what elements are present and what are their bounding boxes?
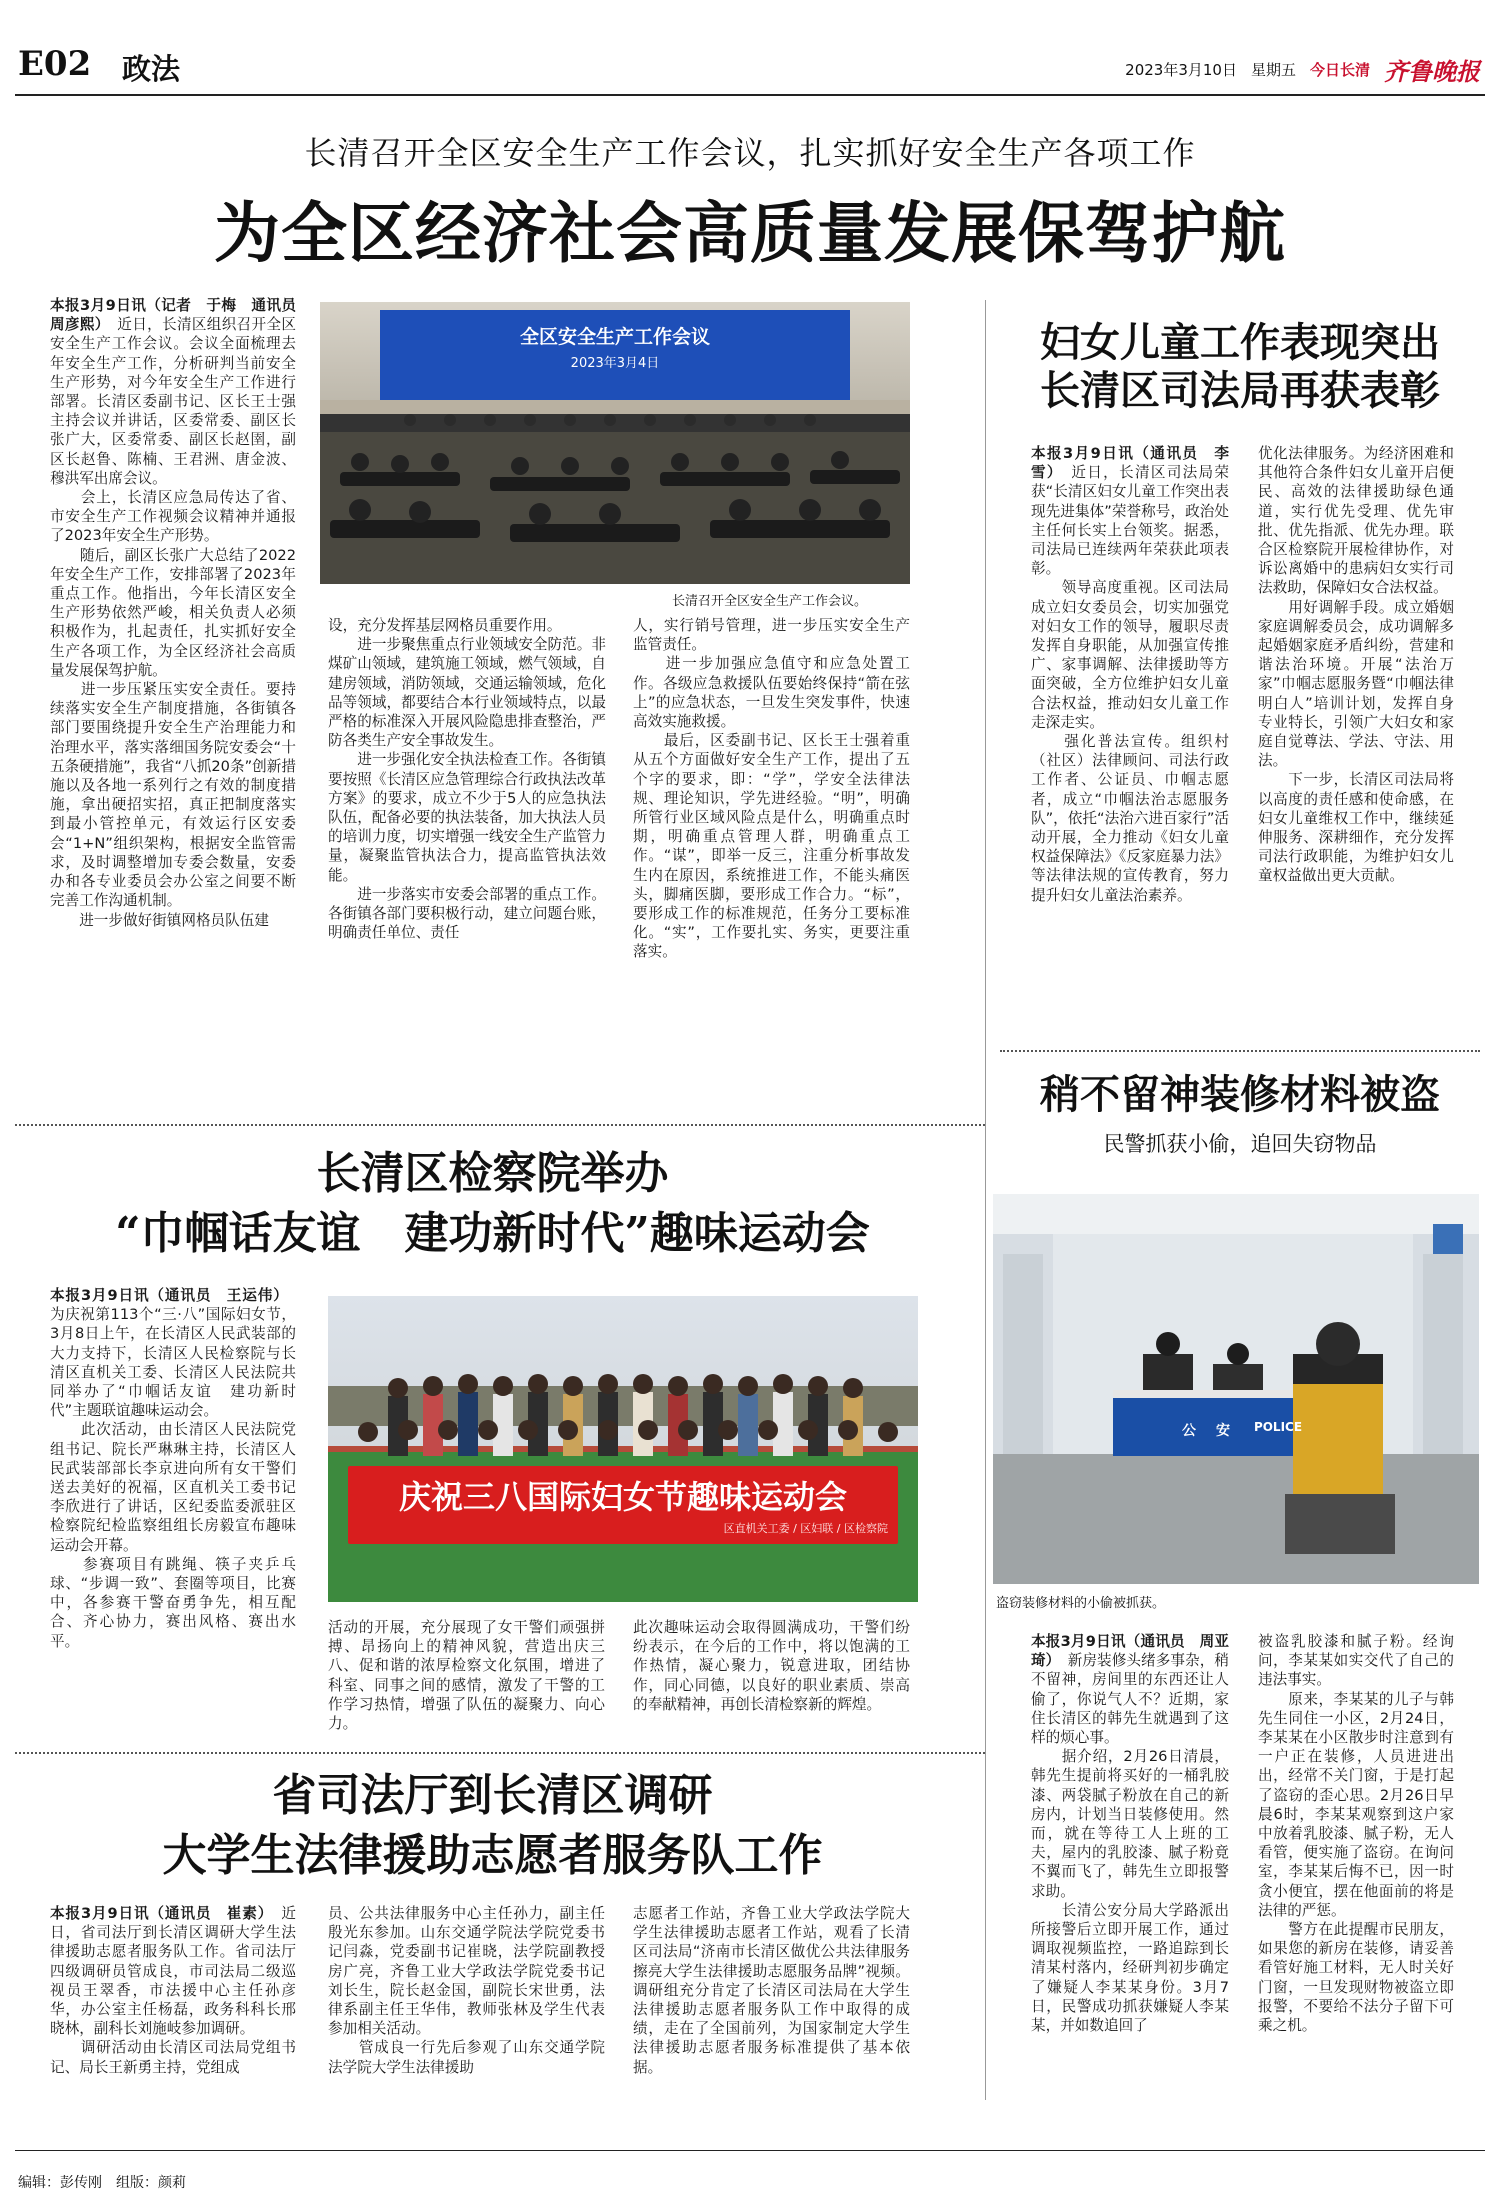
police-photo-caption: 盗窃装修材料的小偷被抓获。 — [996, 1596, 1166, 1611]
women-column-1: 本报3月9日讯（通讯员 李雪） 近日，长清区司法局荣获“长清区妇女儿童工作突出表现先进集体”荣誉称号，政治处主任何长实上台领奖。据悉，司法局已连续两年荣获此项表彰。 领导高度重视。区司法局成立妇女委员会，切实加强党对妇女工作的领导，履职尽责发挥自身职能，从加强宣传推广、家事调解、法律援助等方面突破，全方位维护妇女儿童合法权益，推动妇女儿童工作走深走实。 强化普法宣传。组织村（社区）法律顾问、司法行政工作者、公证员、巾帼志愿者，成立“巾帼法治志愿服务队”，依托“法治六进百家行”活动开展，全力推动《妇女儿童权益保障法》《反家庭暴力法》等法律法规的宣传教育，努力提升妇女儿童法治素养。 — [1031, 445, 1229, 904]
legal-title-1: 省司法厅到长清区调研 — [272, 1770, 713, 1821]
legal-column-1: 本报3月9日讯（通讯员 崔素） 近日，省司法厅到长清区调研大学生法律援助志愿者服务队工作。省司法厅四级调研员管成良，市司法局二级巡视员王翠香，市法援中心主任孙彦华，办公室主任杨磊，政务科科长邢晓林，副科长刘施岐参加调研。 调研活动由长清区司法局党组书记、局长王新勇主持，党组成 — [50, 1905, 296, 2076]
desk-sign-mid: 安 — [1216, 1423, 1230, 1439]
lead-column-2: 设，充分发挥基层网格员重要作用。 进一步聚焦重点行业领域安全防范。非煤矿山领域，建筑施工领域，燃气领域，自建房领域，消防领域，交通运输领域，危化品等领域，都要结合本行业领域特点，以最严格的标准深入开展风险隐患排查整治，严防各类生产安全事故发生。 进一步强化安全执法检查工作。各街镇要按照《长清区应急管理综合行政执法改革方案》的要求，成立不少于5人的应急执法队伍，配备必要的执法装备，加大执法人员的培训力度，切实增强一线安全生产监管力量，凝聚监管执法合力，提高监管执法效能。 进一步落实市安委会部署的重点工作。各街镇各部门要积极行动，建立问题台账，明确责任单位、责任 — [328, 617, 606, 942]
section-number: E02 — [18, 44, 92, 84]
section-divider — [15, 1124, 985, 1126]
theft-column-1: 本报3月9日讯（通讯员 周亚琦） 新房装修头绪多事杂，稍不留神，房间里的东西还让人偷了，你说气人不？近期，家住长清区的韩先生就遇到了这样的烦心事。 据介绍，2月26日清晨，韩先生提前将买好的一桶乳胶漆、两袋腻子粉放在自己的新房内，计划当日装修使用。然而，就在等待工人上班的工夫，屋内的乳胶漆、腻子粉竟不翼而飞了，韩先生立即报警求助。 长清公安分局大学路派出所接警后立即开展工作，通过调取视频监控，一路追踪到长清某村落内，经研判初步确定了嫌疑人李某某身份。3月7日，民警成功抓获嫌疑人李某某，并如数追回了 — [1031, 1633, 1229, 2035]
footer-rule — [15, 2150, 1485, 2151]
lead-title: 为全区经济社会高质量发展保驾护航 — [214, 194, 1286, 272]
masthead-right — [1125, 52, 1480, 87]
photo-banner-date: 2023年3月4日 — [570, 356, 660, 371]
meeting-photo — [320, 302, 910, 584]
lead-kicker: 长清召开全区安全生产工作会议，扎实抓好安全生产各项工作 — [304, 134, 1196, 172]
header-rule — [15, 94, 1485, 96]
women-title-2: 长清区司法局再获表彰 — [1040, 367, 1440, 414]
women-column-2: 优化法律服务。为经济困难和其他符合条件妇女儿童开启便民、高效的法律援助绿色通道，实行优先受理、优先审批、优先指派、优先办理。联合区检察院开展检律协作，对诉讼离婚中的患病妇女实行司法救助，保障妇女合法权益。 用好调解手段。成立婚姻家庭调解委员会，成功调解多起婚姻家庭矛盾纠纷，营建和谐法治环境。开展“法治万家”巾帼志愿服务暨“巾帼法律明白人”培训计划，发挥自身专业特长，引领广大妇女和家庭自觉尊法、学法、守法、用法。 下一步，长清区司法局将以高度的责任感和使命感，在妇女儿童维权工作中，继续延伸服务、深耕细作，充分发挥司法行政职能，为维护妇女儿童权益做出更大贡献。 — [1258, 445, 1454, 885]
legal-column-3: 志愿者工作站，齐鲁工业大学政法学院大学生法律援助志愿者工作站，观看了长清区司法局“济南市长清区做优公共法律服务 擦亮大学生法律援助志愿服务品牌”视频。调研组充分肯定了长清区司法局在大学生法律援助志愿者服务队工作中取得的成绩，走在了全国前列，为国家制定大学生法律援助志愿者服务标准提供了基本依据。 — [633, 1905, 925, 2076]
sports-banner-text: 庆祝三八国际妇女节趣味运动会 — [398, 1478, 847, 1516]
women-title-1: 妇女儿童工作表现突出 — [1040, 319, 1440, 366]
theft-column-2: 被盗乳胶漆和腻子粉。经询问，李某某如实交代了自己的违法事实。 原来，李某某的儿子与韩先生同住一小区，2月24日，李某某在小区散步时注意到有一户正在装修，人员进进出出，经常不关门窗，于是打起了盗窃的歪心思。2月26日早晨6时，李某某观察到这户家中放着乳胶漆、腻子粉，无人看管，便实施了盗窃。在询问室，李某某后悔不已，因一时贪小便宜，摆在他面前的将是法律的严惩。 警方在此提醒市民朋友，如果您的新房在装修，请妥善看管好施工材料，无人时关好门窗，一旦发现财物被盗立即报警，不要给不法分子留下可乘之机。 — [1258, 1633, 1454, 2035]
column-name: 今日长清 — [1309, 61, 1370, 79]
section-divider-bottom — [15, 1752, 985, 1754]
sports-banner-organizers: 区直机关工委 / 区妇联 / 区检察院 — [723, 1522, 888, 1535]
lead-column-3: 人，实行销号管理，进一步压实安全生产监管责任。 进一步加强应急值守和应急处置工作。各级应急救援队伍要始终保持“箭在弦上”的应急状态，一旦发生突发事件，快速高效实施救援。 最后，区委副书记、区长王士强着重从五个方面做好安全生产工作，提出了五个字的要求，即：“学”，学安全法律法规、理论知识，学先进经验。“明”，明确所管行业区域风险点是什么，明确重点时期，明确重点管理人群，明确重点工作。“谋”，即举一反三，注重分析事故发生内在原因，系统推进工作，不能头痛医头，脚痛医脚，要形成工作合力。“标”，要形成工作的标准规范，任务分工要标准化。“实”，工作要扎实、务实，更要注重落实。 — [633, 617, 910, 961]
sports-column-3: 此次趣味运动会取得圆满成功，干警们纷纷表示，在今后的工作中，将以饱满的工作热情，凝心聚力，锐意进取，团结协作，同心同德，以良好的职业素质、崇高的奉献精神，再创长清检察新的辉煌。 — [633, 1619, 910, 1713]
police-station-photo — [993, 1194, 1479, 1584]
issue-date: 2023年3月10日 — [1125, 61, 1237, 79]
legal-column-2: 员、公共法律服务中心主任孙力，副主任殷光东参加。山东交通学院法学院党委书记闫淼，党委副书记崔晓，法学院副教授房广亮，齐鲁工业大学政法学院党委书记刘长生，院长赵金国，副院长宋世勇，法律系副主任王华伟，教师张林及学生代表参加相关活动。 管成良一行先后参观了山东交通学院法学院大学生法律援助 — [328, 1905, 605, 2076]
theft-title: 稍不留神装修材料被盗 — [1040, 1071, 1440, 1118]
column-divider — [985, 300, 986, 2100]
section-divider-right — [1000, 1050, 1480, 1052]
photo-banner-text: 全区安全生产工作会议 — [519, 326, 710, 348]
section-name: 政法 — [122, 52, 181, 86]
sports-group-photo — [328, 1296, 918, 1602]
desk-sign-police: POLICE — [1253, 1420, 1303, 1434]
sports-title-2: “巾帼话友谊 建功新时代”趣味运动会 — [115, 1208, 870, 1259]
issue-weekday: 星期五 — [1250, 61, 1296, 79]
paper-logo: 齐鲁晚报 — [1384, 57, 1480, 86]
sports-title-1: 长清区检察院举办 — [316, 1148, 669, 1199]
lead-column-1: 本报3月9日讯（记者 于梅 通讯员 周彦熙） 近日，长清区组织召开全区安全生产工作会议。会议全面梳理去年安全生产工作，分析研判当前安全生产形势，对今年安全生产工作进行部署。长清区委副书记、区长王士强主持会议并讲话，区委常委、副区长张广大，区委常委、副区长赵圉，副区长赵鲁、陈楠、王君洲、唐金波、穆洪军出席会议。 会上，长清区应急局传达了省、市安全生产工作视频会议精神并通报了2023年安全生产形势。 随后，副区长张广大总结了2022年安全生产工作，安排部署了2023年重点工作。他指出，今年长清区安全生产形势依然严峻，相关负责人必须积极作为，扎起责任，扎实抓好安全生产各项工作，为全区经济社会高质量发展保驾护航。 进一步压紧压实安全责任。要持续落实安全生产制度措施，各街镇各部门要围绕提升安全生产治理能力和治理水平，落实落细国务院安委会“十五条硬措施”，我省“八抓20条”创新措施以及各地一系列行之有效的制度措施，拿出硬招实招，真正把制度落实到最小管控单元，有效运行区安委会“1+N”组织架构，根据安全监管需求，及时调整增加专委会数量，安委办和各专业委员会办公室之间要不断完善工作沟通机制。 进一步做好街镇网格员队伍建 — [50, 297, 311, 929]
legal-title-2: 大学生法律援助志愿者服务队工作 — [162, 1830, 823, 1881]
desk-sign-left: 公 — [1182, 1423, 1196, 1439]
footer-credits — [18, 2172, 186, 2192]
theft-subtitle: 民警抓获小偷，追回失窃物品 — [1103, 1132, 1377, 1156]
footer-designer: 组版：颜莉 — [116, 2175, 186, 2191]
sports-column-1: 本报3月9日讯（通讯员 王运伟） 为庆祝第113个“三·八”国际妇女节，3月8日上午，在长清区人民武装部的大力支持下，长清区人民检察院与长清区直机关工委、长清区人民法院共同举办了“巾帼话友谊 建功新时代”主题联谊趣味运动会。 此次活动，由长清区人民法院党组书记、院长严琳琳主持，长清区人民武装部部长李京进向所有女干警们送去美好的祝福，区直机关工委书记李欣进行了讲话，区纪委监委派驻区检察院纪检监察组组长房毅宣布趣味运动会开幕。 参赛项目有跳绳、筷子夹乒乓球、“步调一致”、套圈等项目，比赛中，各参赛干警奋勇争先，相互配合、齐心协力，赛出风格、赛出水平。 — [50, 1287, 296, 1650]
meeting-photo-caption: 长清召开全区安全生产工作会议。 — [672, 594, 868, 609]
sports-column-2: 活动的开展，充分展现了女干警们顽强拼搏、昂扬向上的精神风貌，营造出庆三八、促和谐的浓厚检察文化氛围，增进了科室、同事之间的感情，激发了干警的工作学习热情，增强了队伍的凝聚力、向心力。 — [328, 1619, 605, 1733]
footer-editor: 编辑：彭传刚 — [18, 2175, 102, 2191]
